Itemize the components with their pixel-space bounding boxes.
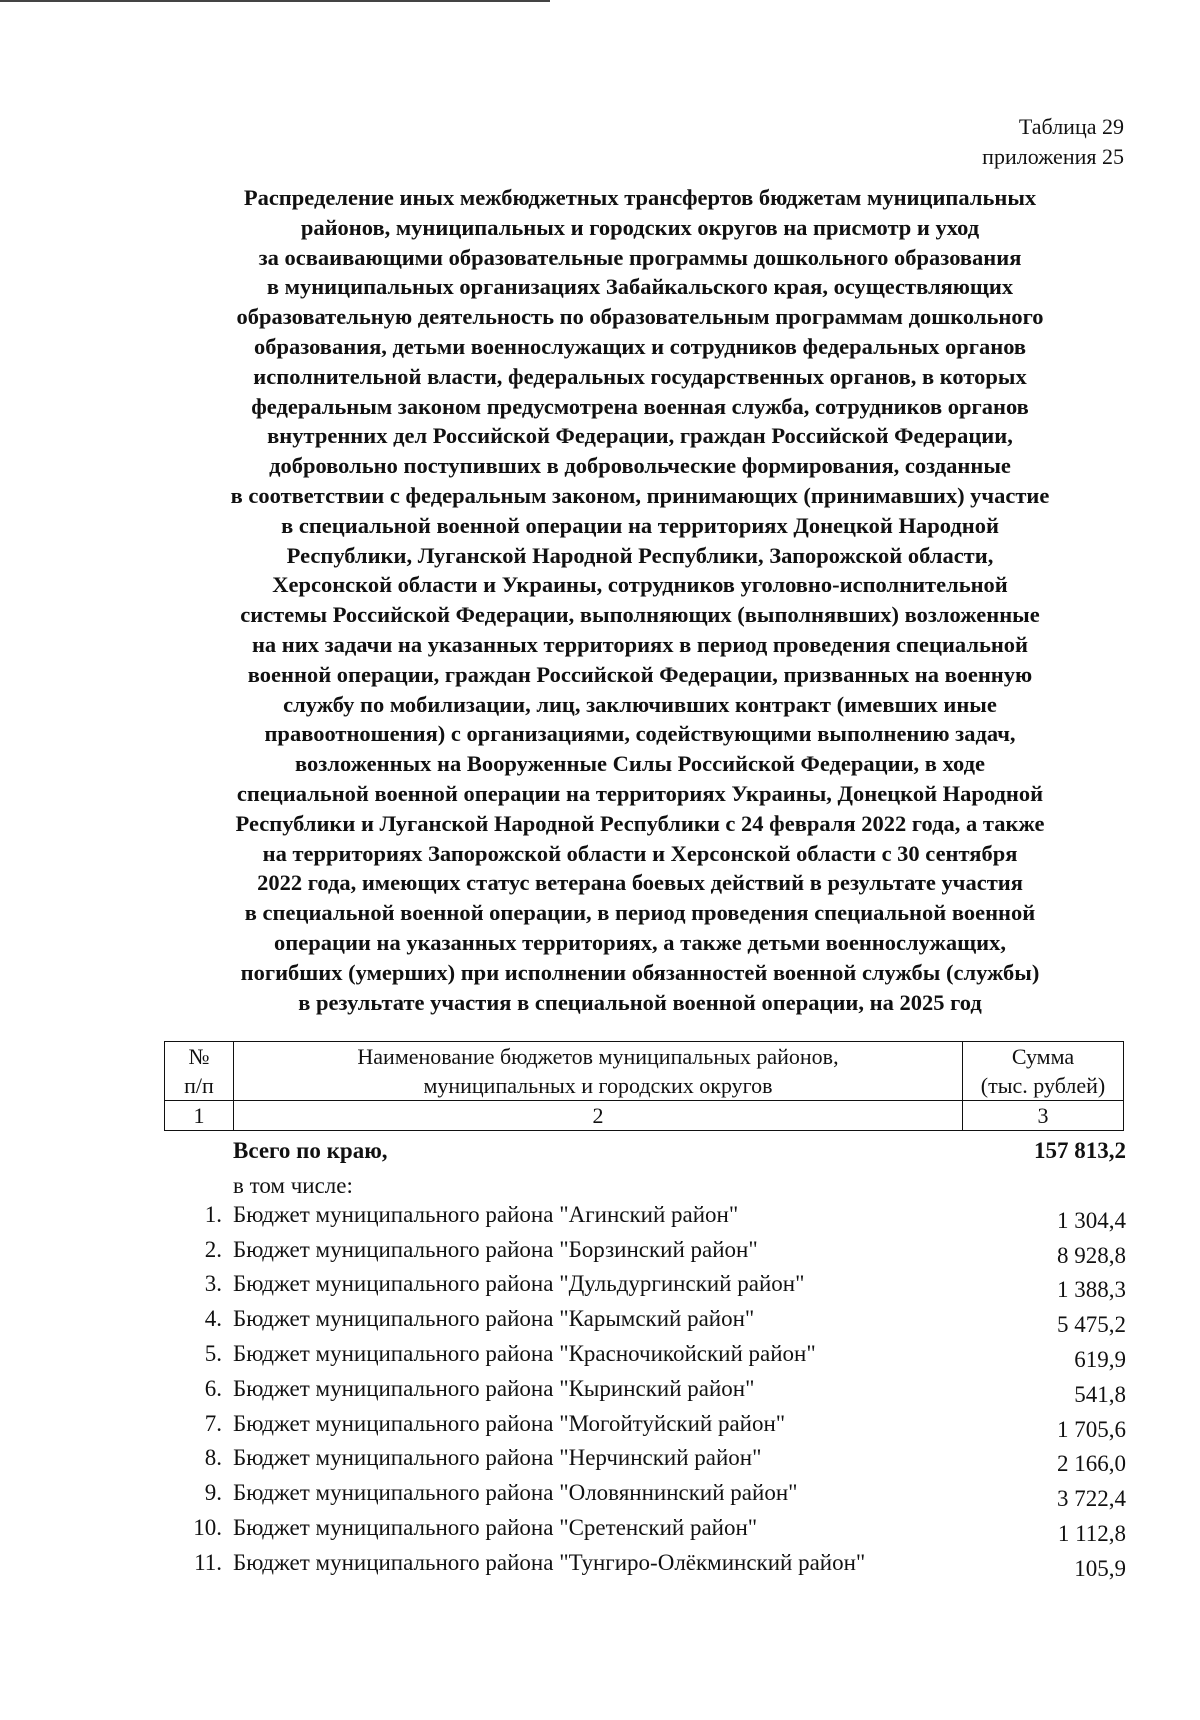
column-header-sum-line2: (тыс. рублей) (980, 1073, 1106, 1098)
appendix-number: приложения 25 (982, 144, 1124, 169)
title-line: Республики, Луганской Народной Республики, Запорожской области, (286, 542, 994, 568)
title-line: погибших (умерших) при исполнении обязанностей военной службы (службы) (240, 959, 1040, 985)
row-number: 7. (204, 1410, 222, 1436)
row-number: 9. (204, 1480, 222, 1506)
row-number: 4. (204, 1306, 222, 1332)
title-line: за осваивающими образовательные программы дошкольного образования (258, 244, 1022, 270)
row-amount: 1 112,8 (1057, 1520, 1126, 1546)
title-line: Херсонской области и Украины, сотрудников уголовно-исполнительной (272, 572, 1008, 598)
row-amount: 1 705,6 (1057, 1416, 1126, 1442)
title-line: в соответствии с федеральным законом, принимающих (принимавших) участие (230, 482, 1050, 508)
column-index-3: 3 (963, 1101, 1124, 1131)
row-amount: 105,9 (1074, 1555, 1126, 1581)
table-reference (982, 112, 1124, 172)
title-line: системы Российской Федерации, выполняющих (выполнявших) возложенные (240, 602, 1040, 628)
column-header-name (234, 1042, 963, 1101)
column-header-sum-line1: Сумма (1011, 1044, 1075, 1069)
row-budget-name: Бюджет муниципального района "Карымский район" (233, 1306, 755, 1332)
row-budget-name: Бюджет муниципального района "Кыринский район" (233, 1375, 755, 1401)
row-amount: 619,9 (1074, 1346, 1126, 1372)
row-budget-name: Бюджет муниципального района "Дульдургинский район" (233, 1271, 805, 1297)
title-line: районов, муниципальных и городских округов на присмотр и уход (300, 214, 980, 240)
table-row (164, 1480, 1126, 1515)
table-number: Таблица 29 (1018, 114, 1124, 139)
row-number: 3. (204, 1271, 222, 1297)
column-index-2: 2 (234, 1101, 963, 1131)
row-number: 1. (204, 1201, 222, 1227)
row-number: 8. (204, 1445, 222, 1471)
title-line: специальной военной операции на территориях Украины, Донецкой Народной (236, 780, 1044, 806)
column-header-sum (963, 1042, 1124, 1101)
scan-top-rule (0, 0, 550, 2)
title-line: Республики и Луганской Народной Республики с 24 февраля 2022 года, а также (235, 810, 1045, 836)
column-header-row (165, 1042, 1124, 1101)
column-header-number (165, 1042, 234, 1101)
table-row (164, 1306, 1126, 1341)
title-line: в специальной военной операции на территориях Донецкой Народной (281, 512, 999, 538)
table-row (164, 1550, 1126, 1585)
title-line: на них задачи на указанных территориях в период проведения специальной (251, 631, 1029, 657)
title-line: образовательную деятельность по образовательным программам дошкольного (236, 304, 1044, 330)
title-line: службу по мобилизации, лиц, заключивших контракт (имевших иные (283, 691, 997, 717)
row-budget-name: Бюджет муниципального района "Тунгиро-Олёкминский район" (233, 1549, 866, 1575)
title-line: Распределение иных межбюджетных трансфертов бюджетам муниципальных (243, 185, 1037, 210)
row-budget-name: Бюджет муниципального района "Красночикойский район" (233, 1340, 816, 1366)
title-line: операции на указанных территориях, а также детьми военнослужащих, (274, 929, 1006, 955)
row-amount: 3 722,4 (1057, 1486, 1126, 1512)
table-row (164, 1411, 1126, 1446)
document-title (150, 183, 1130, 1017)
row-amount: 5 475,2 (1057, 1312, 1126, 1338)
title-line: в специальной военной операции, в период проведения специальной военной (244, 900, 1036, 926)
total-value: 157 813,2 (1034, 1138, 1126, 1163)
table-row (164, 1271, 1126, 1306)
column-index-1: 1 (165, 1101, 234, 1131)
table-body (164, 1134, 1126, 1585)
title-line: военной операции, граждан Российской Федерации, призванных на военную (247, 661, 1033, 687)
row-amount: 2 166,0 (1057, 1451, 1126, 1477)
column-index-row (165, 1101, 1124, 1131)
row-amount: 541,8 (1074, 1381, 1126, 1407)
column-header-name-line2: муниципальных и городских округов (423, 1073, 773, 1098)
table-row (164, 1445, 1126, 1480)
row-number: 10. (193, 1514, 222, 1540)
column-header-number-line2: п/п (184, 1073, 214, 1098)
total-label: Всего по краю, (233, 1138, 388, 1163)
row-budget-name: Бюджет муниципального района "Агинский район" (233, 1201, 739, 1227)
title-line: в результате участия в специальной военной операции, на 2025 год (298, 989, 982, 1015)
row-budget-name: Бюджет муниципального района "Борзинский район" (233, 1236, 758, 1262)
title-line: в муниципальных организациях Забайкальского края, осуществляющих (266, 274, 1014, 300)
table-row (164, 1341, 1126, 1376)
column-header-name-line1: Наименование бюджетов муниципальных районов, (357, 1044, 839, 1069)
table-row (164, 1237, 1126, 1272)
row-amount: 1 304,4 (1057, 1207, 1126, 1233)
title-line: исполнительной власти, федеральных государственных органов, в которых (253, 363, 1027, 389)
title-line: возложенных на Вооруженные Силы Российской Федерации, в ходе (295, 751, 985, 777)
title-line: добровольно поступивших в добровольческие формирования, созданные (269, 453, 1011, 479)
row-amount: 1 388,3 (1057, 1277, 1126, 1303)
title-line: на территориях Запорожской области и Херсонской области с 30 сентября (262, 840, 1018, 866)
row-budget-name: Бюджет муниципального района "Могойтуйский район" (233, 1410, 786, 1436)
title-line: образования, детьми военнослужащих и сотрудников федеральных органов (253, 333, 1027, 359)
table-row (164, 1515, 1126, 1550)
row-number: 5. (204, 1340, 222, 1366)
column-header-number-line1: № (188, 1044, 210, 1069)
table-header (164, 1041, 1124, 1131)
subtotal-label: в том числе: (233, 1172, 353, 1198)
row-budget-name: Бюджет муниципального района "Нерчинский район" (233, 1445, 762, 1471)
total-row (164, 1134, 1126, 1169)
row-budget-name: Бюджет муниципального района "Оловяннинский район" (233, 1480, 798, 1506)
row-number: 6. (204, 1375, 222, 1401)
table-row (164, 1376, 1126, 1411)
table-row (164, 1202, 1126, 1237)
row-amount: 8 928,8 (1057, 1242, 1126, 1268)
title-line: правоотношения) с организациями, содействующими выполнению задач, (264, 721, 1016, 747)
row-budget-name: Бюджет муниципального района "Сретенский район" (233, 1514, 758, 1540)
row-number: 2. (204, 1236, 222, 1262)
title-line: федеральным законом предусмотрена военная служба, сотрудников органов (251, 393, 1029, 419)
row-number: 11. (194, 1549, 222, 1575)
title-line: внутренних дел Российской Федерации, граждан Российской Федерации, (267, 423, 1013, 449)
title-line: 2022 года, имеющих статус ветерана боевых действий в результате участия (257, 870, 1023, 896)
